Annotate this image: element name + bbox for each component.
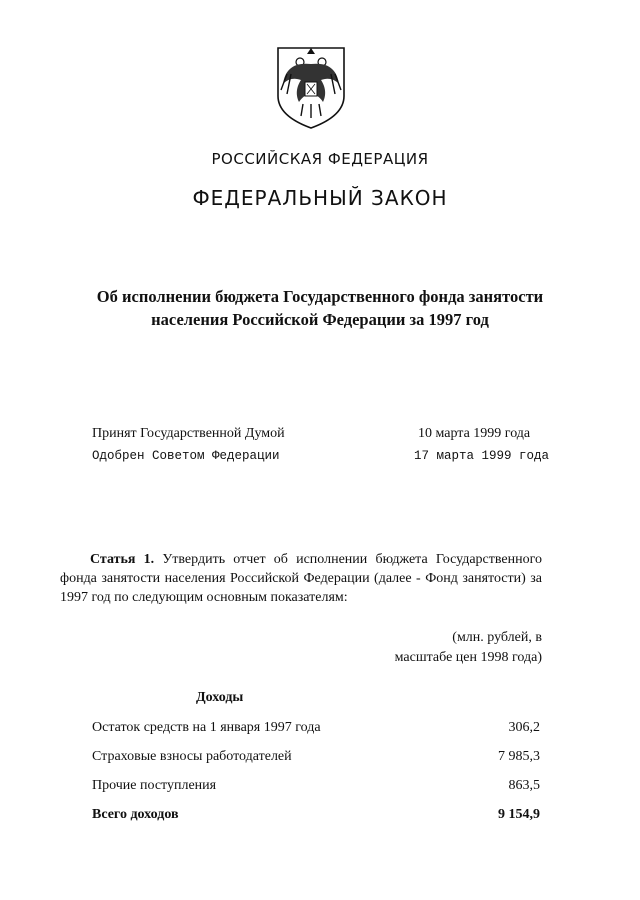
law-title: [40, 285, 600, 331]
income-total-value: 9 154,9: [498, 807, 540, 822]
income-total-label: Всего доходов: [92, 807, 179, 822]
income-label: Страховые взносы работодателей: [92, 749, 292, 764]
income-value: 863,5: [508, 778, 540, 793]
income-row: [92, 720, 540, 736]
income-row: [92, 778, 540, 794]
adoption-date: 10 марта 1999 года: [418, 426, 531, 441]
units-note-line-1: (млн. рублей, в: [452, 630, 542, 645]
article-label: Статья 1.: [90, 552, 155, 567]
units-note-line-2: масштабе цен 1998 года): [394, 650, 542, 665]
adoption-date: 17 марта 1999 года: [414, 449, 550, 463]
income-total-row: [92, 807, 540, 823]
income-label: Остаток средств на 1 января 1997 года: [92, 720, 321, 735]
article-1: [60, 550, 542, 607]
law-title-line-1: Об исполнении бюджета Государственного фонда занятости: [96, 287, 544, 306]
income-row: [92, 749, 540, 765]
units-note: [360, 628, 542, 668]
adoption-row-council: [92, 449, 552, 463]
adoption-row-duma: [92, 426, 552, 442]
income-label: Прочие поступления: [92, 778, 217, 793]
adoption-label: Принят Государственной Думой: [92, 426, 285, 441]
state-emblem: [273, 44, 349, 132]
country-name: РОССИЙСКАЯ ФЕДЕРАЦИЯ: [211, 150, 429, 168]
law-type: ФЕДЕРАЛЬНЫЙ ЗАКОН: [192, 186, 448, 210]
income-value: 7 985,3: [498, 749, 540, 764]
income-value: 306,2: [508, 720, 540, 735]
adoption-label: Одобрен Советом Федерации: [92, 449, 280, 463]
article-text: Утвердить отчет об исполнении бюджета Государственного фонда занятости населения Российской Федерации (далее - Фонд занятости) за 1997 год по следующим основным показателям:: [60, 552, 543, 605]
income-heading: Доходы: [196, 690, 244, 705]
law-title-line-2: населения Российской Федерации за 1997 год: [151, 310, 489, 329]
